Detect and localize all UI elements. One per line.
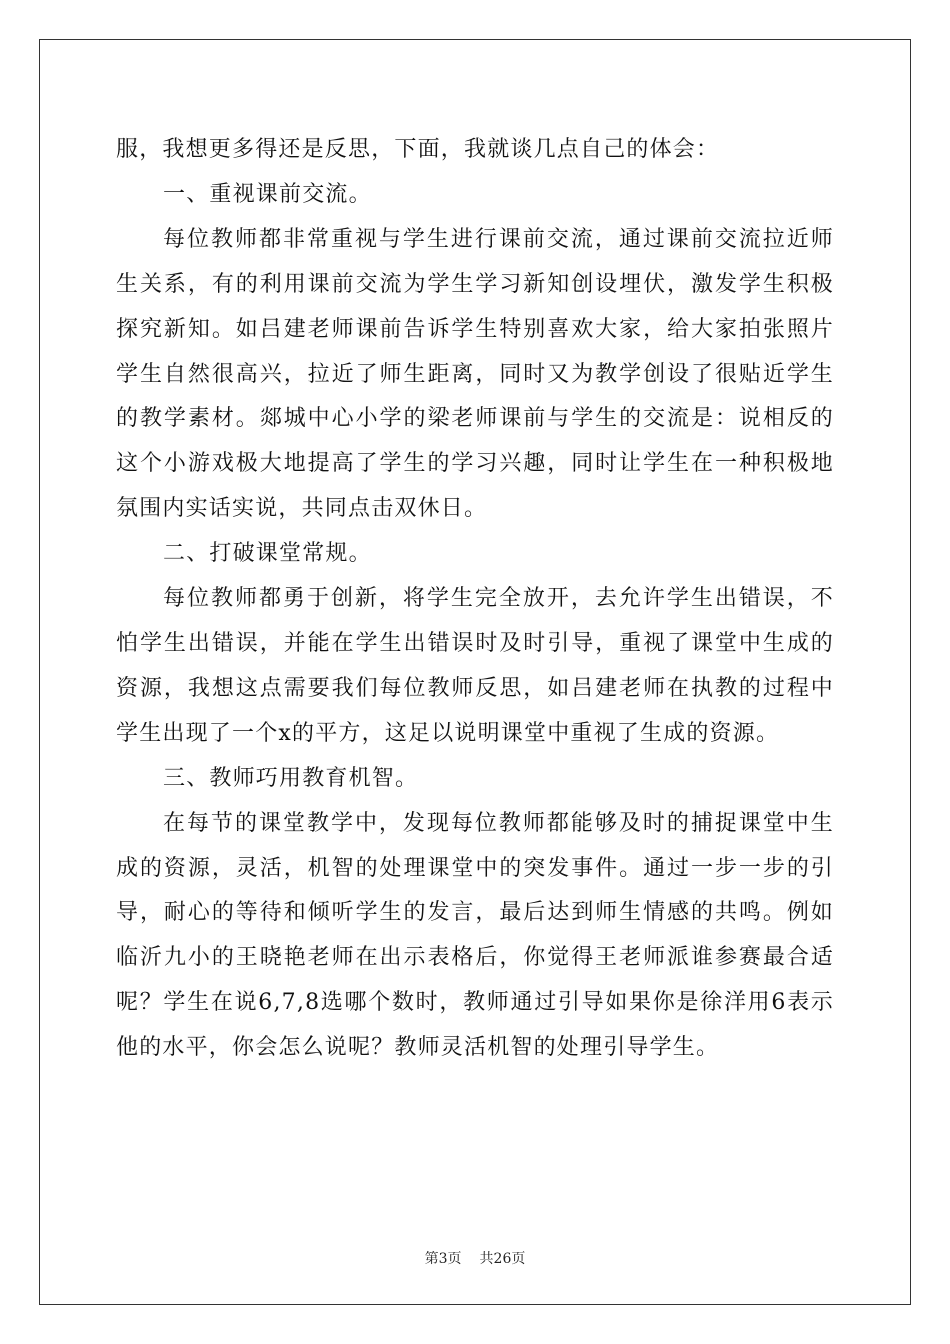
current-page-number: 第3页 xyxy=(424,1251,462,1267)
page-footer xyxy=(0,1248,950,1268)
document-body xyxy=(116,128,834,1071)
total-pages: 共26页 xyxy=(479,1251,526,1267)
paragraph-0: 服，我想更多得还是反思，下面，我就谈几点自己的体会： xyxy=(116,137,720,162)
paragraph-6: 在每节的课堂教学中，发现每位教师都能够及时的捕捉课堂中生成的资源，灵活，机智的处理课堂中的突发事件。通过一步一步的引导，耐心的等待和倾听学生的发言，最后达到师生情感的共鸣。例如临沂九小的王晓艳老师在出示表格后，你觉得王老师派谁参赛最合适呢？学生在说6,7,8选哪个数时，教师通过引导如果你是徐洋用6表示他的水平，你会怎么说呢？教师灵活机智的处理引导学生。 xyxy=(116,810,834,1061)
section-heading-3: 三、教师巧用教育机智。 xyxy=(163,765,419,791)
paragraph-4: 每位教师都勇于创新，将学生完全放开，去允许学生出错误，不怕学生出错误，并能在学生出错误时及时引导，重视了课堂中生成的资源，我想这点需要我们每位教师反思，如吕建老师在执教的过程中学生出现了一个x的平方，这足以说明课堂中重视了生成的资源。 xyxy=(116,586,834,746)
section-heading-2: 二、打破课堂常规。 xyxy=(163,541,372,567)
paragraph-2: 每位教师都非常重视与学生进行课前交流，通过课前交流拉近师生关系，有的利用课前交流为学生学习新知创设埋伏，激发学生积极探究新知。如吕建老师课前告诉学生特别喜欢大家，给大家拍张照片学生自然很高兴，拉近了师生距离，同时又为教学创设了很贴近学生的教学素材。郯城中心小学的梁老师课前与学生的交流是：说相反的这个小游戏极大地提高了学生的学习兴趣，同时让学生在一种积极地氛围内实话实说，共同点击双休日。 xyxy=(116,226,834,522)
section-heading-1: 一、重视课前交流。 xyxy=(163,181,372,207)
